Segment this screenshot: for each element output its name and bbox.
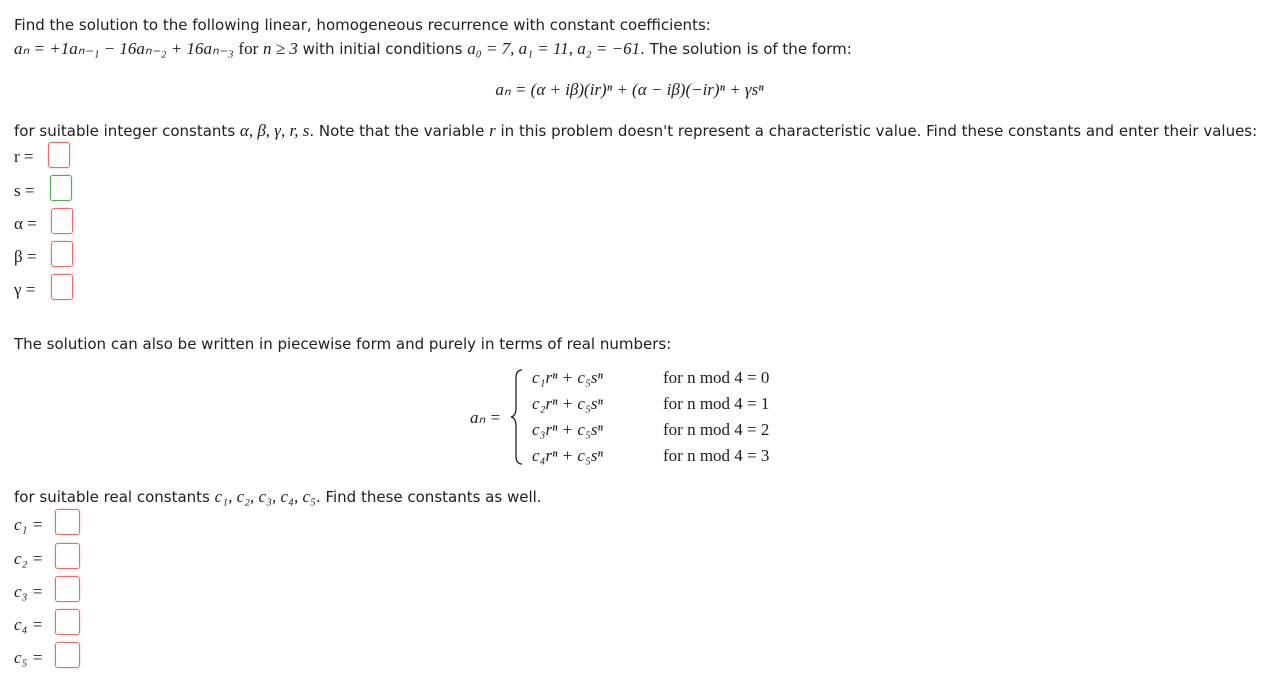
real-constants-list: c₁, c₂, c₃, c₄, c₅	[214, 487, 316, 506]
case-cond-2: for n mod 4 = 2	[663, 420, 770, 439]
c1-input-box[interactable]	[55, 509, 80, 535]
c1-label: c₁ =	[14, 515, 44, 534]
c2-input-box[interactable]	[55, 543, 80, 569]
s-label: s =	[14, 181, 35, 200]
alpha-label: α =	[14, 214, 37, 233]
r-input[interactable]	[49, 143, 69, 167]
recurrence-condition: n ≥ 3	[263, 39, 298, 58]
alpha-input[interactable]	[52, 209, 72, 233]
c4-input[interactable]	[56, 610, 79, 634]
gamma-input[interactable]	[52, 275, 72, 299]
c2-input[interactable]	[56, 544, 79, 568]
case-expr-3: c₄rⁿ + c₅sⁿ	[532, 446, 603, 465]
note-text-a: . Note that the variable	[309, 122, 485, 140]
case-expr-2: c₃rⁿ + c₅sⁿ	[532, 420, 603, 439]
case-cond-3: for n mod 4 = 3	[663, 446, 770, 465]
beta-input[interactable]	[52, 242, 72, 266]
c2-label: c₂ =	[14, 549, 44, 568]
c5-input-box[interactable]	[55, 642, 80, 668]
note-variable: r	[489, 121, 496, 140]
beta-label: β =	[14, 247, 37, 266]
c3-input-box[interactable]	[55, 576, 80, 602]
note-text-b: in this problem doesn't represent a characteristic value. Find these constants and enter their values:	[500, 122, 1258, 140]
s-input-box[interactable]	[50, 175, 72, 201]
for-word: for	[238, 39, 259, 58]
c4-label: c₄ =	[14, 615, 44, 634]
case-expr-1: c₂rⁿ + c₅sⁿ	[532, 394, 603, 413]
intro-text: Find the solution to the following linear, homogeneous recurrence with constant coefficients:	[14, 16, 711, 34]
r-input-box[interactable]	[48, 142, 70, 168]
c3-input[interactable]	[56, 577, 79, 601]
c4-input-box[interactable]	[55, 609, 80, 635]
c1-input[interactable]	[56, 510, 79, 534]
r-label: r =	[14, 147, 34, 166]
recurrence-line	[14, 39, 852, 59]
piecewise-lhs: aₙ =	[470, 408, 501, 427]
solution-form: aₙ = (α + iβ)(ir)ⁿ + (α − iβ)(−ir)ⁿ + γsⁿ	[495, 80, 764, 99]
constants-prefix: for suitable integer constants	[14, 122, 236, 140]
gamma-input-box[interactable]	[51, 274, 73, 300]
c3-label: c₃ =	[14, 582, 44, 601]
c5-label: c₅ =	[14, 648, 44, 667]
initial-conditions-label: with initial conditions	[302, 40, 463, 58]
real-constants-line	[14, 487, 542, 507]
real-constants-prefix: for suitable real constants	[14, 488, 210, 506]
left-brace	[510, 368, 524, 466]
case-cond-1: for n mod 4 = 1	[663, 394, 770, 413]
piecewise-intro: The solution can also be written in piecewise form and purely in terms of real numbers:	[14, 335, 672, 353]
alpha-input-box[interactable]	[51, 208, 73, 234]
beta-input-box[interactable]	[51, 241, 73, 267]
s-input[interactable]	[51, 176, 71, 200]
case-cond-0: for n mod 4 = 0	[663, 368, 770, 387]
constants-line	[14, 121, 1257, 141]
initial-conditions: a₀ = 7, a₁ = 11, a₂ = −61	[467, 39, 641, 58]
constants-list: α, β, γ, r, s	[239, 121, 310, 140]
case-expr-0: c₁rⁿ + c₅sⁿ	[532, 368, 603, 387]
real-constants-suffix: . Find these constants as well.	[315, 488, 542, 506]
recurrence-equation: aₙ = +1aₙ₋₁ − 16aₙ₋₂ + 16aₙ₋₃	[14, 39, 234, 58]
gamma-label: γ =	[14, 280, 36, 299]
c5-input[interactable]	[56, 643, 79, 667]
form-text: . The solution is of the form:	[640, 40, 852, 58]
